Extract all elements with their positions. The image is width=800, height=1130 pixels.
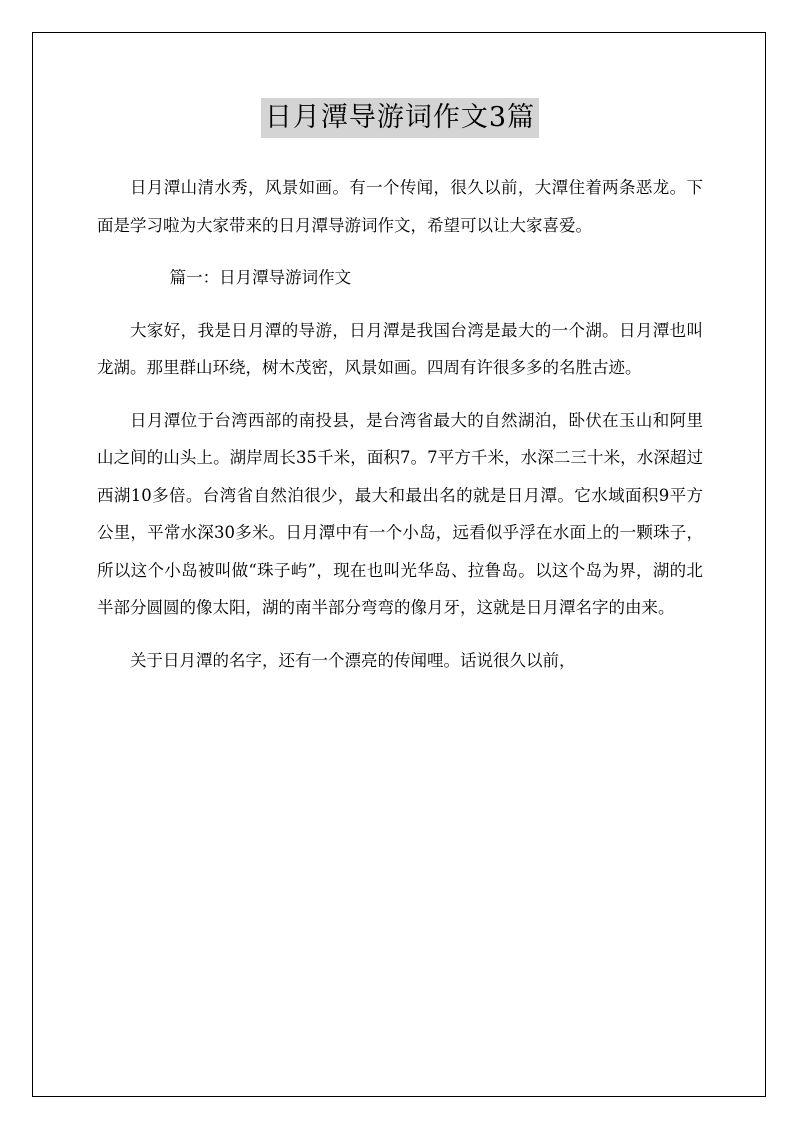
intro-paragraph: 日月潭山清水秀，风景如画。有一个传闻，很久以前，大潭住着两条恶龙。下面是学习啦为大家带来的日月潭导游词作文，希望可以让大家喜爱。 bbox=[97, 178, 703, 235]
section-heading: 篇一：日月潭导游词作文 bbox=[169, 268, 352, 287]
body-paragraph: 大家好，我是日月潭的导游，日月潭是我国台湾是最大的一个湖。日月潭也叫龙湖。那里群山环绕，树木茂密，风景如画。四周有许很多多的名胜古迹。 bbox=[97, 320, 703, 377]
document-body bbox=[97, 169, 703, 694]
title-container bbox=[0, 98, 800, 138]
body-paragraph: 日月潭位于台湾西部的南投县，是台湾省最大的自然湖泊，卧伏在玉山和阿里山之间的山头上。湖岸周长35千米，面积7。7平方千米，水深二三十米，水深超过西湖10多倍。台湾省自然泊很少，最大和最出名的就是日月潭。它水域面积9平方公里，平常水深30多米。日月潭中有一个小岛，远看似乎浮在水面上的一颗珠子，所以这个小岛被叫做“珠子屿”，现在也叫光华岛、拉鲁岛。以这个岛为界，湖的北半部分圆圆的像太阳，湖的南半部分弯弯的像月牙，这就是日月潭名字的由来。 bbox=[97, 410, 703, 617]
body-paragraph: 关于日月潭的名字，还有一个漂亮的传闻哩。话说很久以前， bbox=[130, 650, 576, 670]
document-title: 日月潭导游词作文3篇 bbox=[261, 98, 539, 138]
